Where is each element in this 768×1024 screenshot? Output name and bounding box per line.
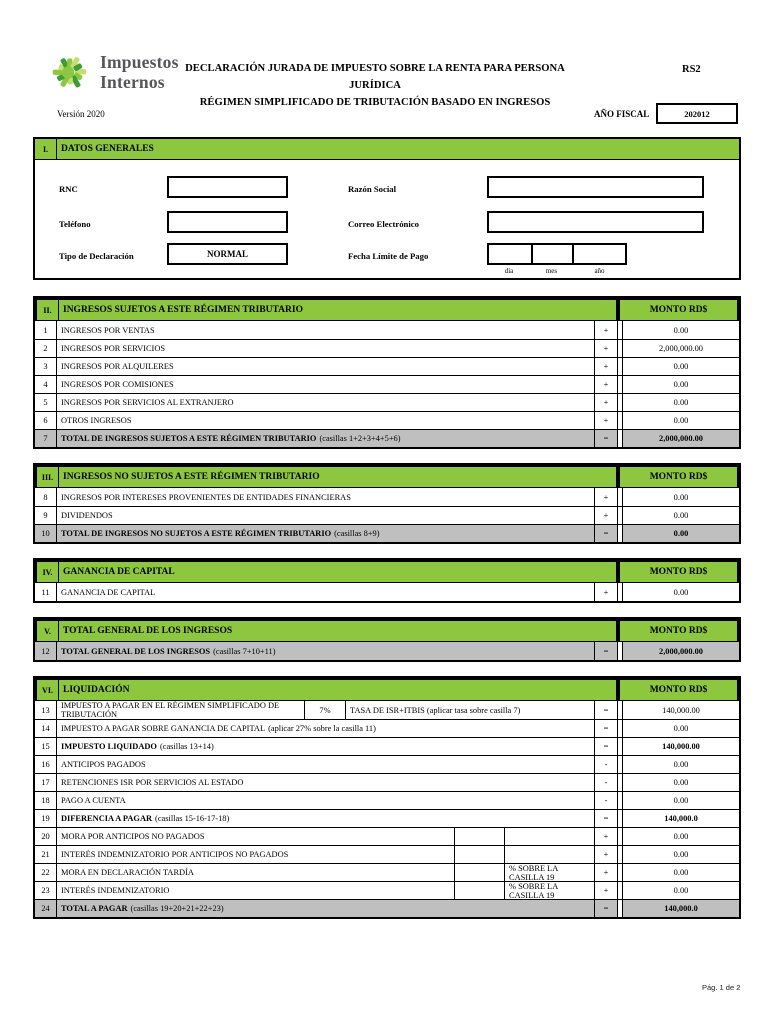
amount-cell[interactable]: 0.00 — [622, 412, 739, 429]
amount-cell[interactable]: 0.00 — [622, 756, 739, 773]
table-row — [35, 524, 739, 542]
amount-cell[interactable]: 140,000.00 — [622, 701, 739, 719]
row-label: MORA EN DECLARACIÓN TARDÍA — [61, 868, 194, 877]
operator-sign: + — [594, 340, 618, 357]
row-label: DIFERENCIA A PAGAR (casillas 15-16-17-18) — [61, 814, 230, 823]
form-code: RS2 — [682, 64, 701, 75]
fecha-mes-label: mes — [545, 267, 558, 275]
fiscal-year-field[interactable]: 202012 — [656, 103, 738, 124]
correo-label: Correo Electrónico — [348, 219, 420, 229]
table-row — [35, 506, 739, 524]
tipo-declaracion-label: Tipo de Declaración — [59, 251, 134, 261]
amount-cell[interactable]: 0.00 — [622, 507, 739, 524]
telefono-label: Teléfono — [59, 219, 91, 229]
row-number: 22 — [35, 864, 57, 881]
amount-cell[interactable]: 0.00 — [622, 882, 739, 899]
amount-cell[interactable]: 0.00 — [622, 358, 739, 375]
amount-cell[interactable]: 0.00 — [622, 864, 739, 881]
row-note — [504, 846, 594, 863]
logo-line1: Impuestos — [100, 52, 179, 72]
row-note: % SOBRE LA CASILLA 19 — [504, 864, 594, 881]
row-number: 9 — [35, 507, 57, 524]
amount-cell[interactable]: 0.00 — [622, 846, 739, 863]
row-label: INGRESOS POR SERVICIOS AL EXTRANJERO — [61, 398, 234, 407]
row-note: (casillas 19+20+21+22+23) — [130, 904, 224, 913]
section-datos-generales — [33, 137, 741, 280]
section-numeral: IV. — [37, 562, 59, 582]
row-number: 19 — [35, 810, 57, 827]
section-title: LIQUIDACIÓN — [63, 685, 130, 695]
row-label: TOTAL DE INGRESOS SUJETOS A ESTE RÉGIMEN TRIBUTARIO (casillas 1+2+3+4+5+6) — [61, 434, 401, 443]
row-label: DIVIDENDOS — [61, 511, 113, 520]
table-row — [35, 321, 739, 339]
operator-sign: - — [594, 774, 618, 791]
row-note — [504, 828, 594, 845]
rate-input-box[interactable] — [454, 864, 504, 881]
amount-cell[interactable]: 2,000,000.00 — [622, 340, 739, 357]
row-number: 18 — [35, 792, 57, 809]
section-header — [35, 298, 739, 321]
tipo-declaracion-field[interactable]: NORMAL — [167, 243, 288, 265]
table-row — [35, 737, 739, 755]
table-row — [35, 701, 739, 719]
row-number: 10 — [35, 525, 57, 542]
section-numeral: VI. — [37, 680, 59, 700]
table-row — [35, 881, 739, 899]
title-line2: RÉGIMEN SIMPLIFICADO DE TRIBUTACIÓN BASADO EN INGRESOS — [199, 97, 551, 108]
row-number: 11 — [35, 583, 57, 601]
operator-sign: = — [594, 738, 618, 755]
fecha-ano-label: año — [594, 267, 605, 275]
row-note: (casillas 13+14) — [159, 742, 214, 751]
table-row — [35, 845, 739, 863]
row-note: (aplicar 27% sobre la casilla 11) — [268, 724, 376, 733]
operator-sign: + — [594, 321, 618, 339]
operator-sign: + — [594, 376, 618, 393]
operator-sign: + — [594, 846, 618, 863]
amount-cell[interactable]: 0.00 — [622, 376, 739, 393]
section-title: INGRESOS NO SUJETOS A ESTE RÉGIMEN TRIBUTARIO — [63, 472, 320, 482]
operator-sign: + — [594, 358, 618, 375]
amount-cell[interactable]: 0.00 — [622, 720, 739, 737]
rnc-field[interactable] — [167, 176, 288, 198]
row-number: 23 — [35, 882, 57, 899]
table-row — [35, 809, 739, 827]
row-label: ANTICIPOS PAGADOS — [61, 760, 146, 769]
row-note: (casillas 7+10+11) — [213, 646, 276, 656]
amount-cell[interactable]: 0.00 — [622, 583, 739, 601]
row-label: TOTAL DE INGRESOS NO SUJETOS A ESTE RÉGIMEN TRIBUTARIO (casillas 8+9) — [61, 529, 380, 538]
row-label: IMPUESTO LIQUIDADO (casillas 13+14) — [61, 742, 214, 751]
amount-cell[interactable]: 0.00 — [622, 774, 739, 791]
row-number: 14 — [35, 720, 57, 737]
razon-social-label: Razón Social — [348, 184, 397, 194]
section-ii — [33, 296, 741, 449]
row-label: INGRESOS POR INTERESES PROVENIENTES DE ENTIDADES FINANCIERAS — [61, 492, 351, 502]
sections — [33, 296, 741, 919]
table-row — [35, 375, 739, 393]
operator-sign: = — [594, 810, 618, 827]
amount-cell[interactable]: 0.00 — [622, 488, 739, 506]
amount-cell[interactable]: 140,000.0 — [622, 900, 739, 917]
row-label: GANANCIA DE CAPITAL — [61, 587, 156, 597]
razon-social-field[interactable] — [487, 176, 704, 198]
impuestos-internos-logo — [46, 48, 179, 96]
section-iii — [33, 463, 741, 544]
table-row — [35, 411, 739, 429]
fecha-dia-field[interactable] — [489, 245, 533, 263]
row-note: % SOBRE LA CASILLA 19 — [504, 882, 594, 899]
rate-value[interactable]: 7% — [304, 701, 345, 719]
section-vi — [33, 676, 741, 919]
fecha-limite-label: Fecha Límite de Pago — [348, 251, 429, 261]
row-number: 15 — [35, 738, 57, 755]
table-row — [35, 827, 739, 845]
row-label: INGRESOS POR SERVICIOS — [61, 344, 166, 353]
operator-sign: + — [594, 882, 618, 899]
row-number: 12 — [35, 642, 57, 660]
section-title: GANANCIA DE CAPITAL — [63, 567, 175, 577]
table-row — [35, 899, 739, 917]
table-row — [35, 863, 739, 881]
operator-sign: + — [594, 583, 618, 601]
operator-sign: = — [594, 525, 618, 542]
row-label: IMPUESTO A PAGAR SOBRE GANANCIA DE CAPITAL (aplicar 27% sobre la casilla 11) — [61, 724, 376, 733]
section-numeral: I. — [35, 139, 57, 159]
page-number: Pág. 1 de 2 — [702, 983, 741, 992]
operator-sign: - — [594, 756, 618, 773]
amount-cell[interactable]: 0.00 — [622, 525, 739, 542]
operator-sign: + — [594, 828, 618, 845]
section-header — [35, 560, 739, 583]
section-title: DATOS GENERALES — [61, 144, 154, 154]
section-numeral: III. — [37, 467, 59, 487]
amount-cell[interactable]: 2,000,000.00 — [622, 430, 739, 447]
row-label: TOTAL A PAGAR (casillas 19+20+21+22+23) — [61, 904, 224, 913]
fecha-mes-field[interactable] — [533, 245, 574, 263]
row-number: 4 — [35, 376, 57, 393]
starburst-icon — [46, 48, 94, 96]
table-row — [35, 773, 739, 791]
amount-column-header: MONTO RD$ — [649, 472, 708, 482]
row-note: (casillas 1+2+3+4+5+6) — [319, 434, 401, 443]
section-header — [35, 465, 739, 488]
section-v — [33, 617, 741, 662]
title-line1: DECLARACIÓN JURADA DE IMPUESTO SOBRE LA RENTA PARA PERSONA JURÍDICA — [185, 63, 565, 91]
telefono-field[interactable] — [167, 211, 288, 233]
operator-sign: + — [594, 412, 618, 429]
amount-column-header: MONTO RD$ — [649, 685, 708, 695]
section-iv — [33, 558, 741, 603]
row-number: 16 — [35, 756, 57, 773]
operator-sign: = — [594, 642, 618, 660]
datos-generales-body — [33, 160, 741, 280]
row-number: 3 — [35, 358, 57, 375]
operator-sign: = — [594, 900, 618, 917]
row-number: 5 — [35, 394, 57, 411]
document-title — [160, 60, 590, 111]
section-header — [35, 678, 739, 701]
row-label: INGRESOS POR COMISIONES — [61, 380, 174, 389]
table-row — [35, 393, 739, 411]
table-row — [35, 719, 739, 737]
section-title: INGRESOS SUJETOS A ESTE RÉGIMEN TRIBUTARIO — [63, 305, 303, 315]
amount-column-header: MONTO RD$ — [649, 567, 708, 577]
operator-sign: + — [594, 394, 618, 411]
amount-cell[interactable]: 140,000.00 — [622, 738, 739, 755]
row-label: INTERÉS INDEMNIZATORIO — [61, 886, 170, 895]
section-numeral: V. — [37, 621, 59, 641]
table-row — [35, 339, 739, 357]
row-label: INGRESOS POR VENTAS — [61, 325, 155, 335]
row-label: IMPUESTO A PAGAR EN EL RÉGIMEN SIMPLIFICADO DE TRIBUTACIÓN — [61, 701, 280, 719]
table-row — [35, 357, 739, 375]
rate-input-box[interactable] — [454, 882, 504, 899]
version-label: Versión 2020 — [57, 109, 105, 119]
row-label: TOTAL GENERAL DE LOS INGRESOS (casillas 7+10+11) — [61, 646, 276, 656]
operator-sign: + — [594, 488, 618, 506]
operator-sign: = — [594, 701, 618, 719]
correo-field[interactable] — [487, 211, 704, 233]
rate-note: TASA DE ISR+ITBIS (aplicar tasa sobre casilla 7) — [345, 701, 594, 719]
fecha-ano-field[interactable] — [574, 245, 625, 263]
amount-cell[interactable]: 0.00 — [622, 792, 739, 809]
operator-sign: - — [594, 792, 618, 809]
fiscal-year-label: AÑO FISCAL — [594, 109, 650, 119]
row-number: 2 — [35, 340, 57, 357]
logo-line2: Internos — [100, 72, 165, 92]
row-number: 7 — [35, 430, 57, 447]
table-row — [35, 429, 739, 447]
fecha-limite-field — [487, 243, 627, 275]
row-number: 6 — [35, 412, 57, 429]
fecha-dia-label: día — [504, 267, 514, 275]
amount-cell[interactable]: 0.00 — [622, 394, 739, 411]
row-label: MORA POR ANTICIPOS NO PAGADOS — [61, 832, 205, 841]
operator-sign: + — [594, 864, 618, 881]
row-label: OTROS INGRESOS — [61, 416, 132, 425]
amount-cell[interactable]: 2,000,000.00 — [622, 642, 739, 660]
operator-sign: = — [594, 430, 618, 447]
row-number: 20 — [35, 828, 57, 845]
amount-cell[interactable]: 140,000.0 — [622, 810, 739, 827]
amount-column-header: MONTO RD$ — [649, 305, 708, 315]
table-row — [35, 642, 739, 660]
row-note: (casillas 15-16-17-18) — [155, 814, 230, 823]
row-number: 24 — [35, 900, 57, 917]
row-number: 17 — [35, 774, 57, 791]
amount-cell[interactable]: 0.00 — [622, 828, 739, 845]
operator-sign: + — [594, 507, 618, 524]
row-number: 21 — [35, 846, 57, 863]
row-label: RETENCIONES ISR POR SERVICIOS AL ESTADO — [61, 778, 244, 787]
rnc-label: RNC — [59, 184, 78, 194]
table-row — [35, 583, 739, 601]
row-number: 13 — [35, 701, 57, 719]
operator-sign: = — [594, 720, 618, 737]
rate-input-box[interactable] — [454, 846, 504, 863]
amount-column-header: MONTO RD$ — [649, 626, 708, 636]
section-title: TOTAL GENERAL DE LOS INGRESOS — [63, 626, 233, 636]
amount-cell[interactable]: 0.00 — [622, 321, 739, 339]
row-label: PAGO A CUENTA — [61, 796, 126, 805]
table-row — [35, 755, 739, 773]
table-row — [35, 791, 739, 809]
section-header — [35, 619, 739, 642]
section-numeral: II. — [37, 300, 59, 320]
section-header — [33, 137, 741, 160]
row-number: 1 — [35, 321, 57, 339]
row-number: 8 — [35, 488, 57, 506]
row-label: INTERÉS INDEMNIZATORIO POR ANTICIPOS NO PAGADOS — [61, 850, 289, 859]
row-label: INGRESOS POR ALQUILERES — [61, 362, 174, 371]
rate-input-box[interactable] — [454, 828, 504, 845]
row-note: (casillas 8+9) — [334, 529, 380, 538]
table-row — [35, 488, 739, 506]
